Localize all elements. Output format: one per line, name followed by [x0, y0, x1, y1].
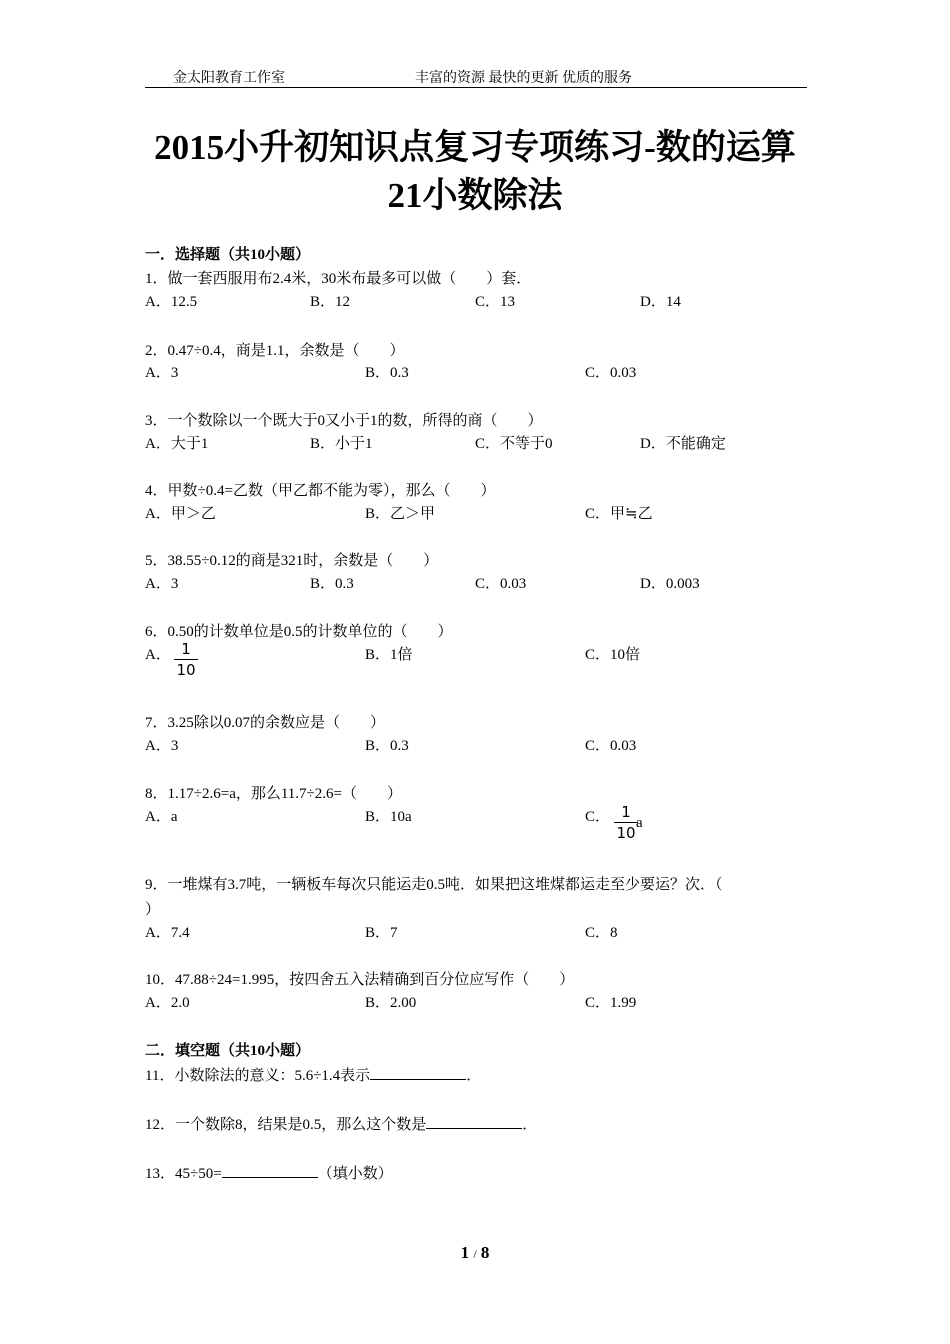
q8-option-c-suffix: a — [636, 815, 643, 831]
section-choice-heading: 一．选择题（共10小题） — [145, 247, 311, 263]
page-number — [0, 1243, 950, 1263]
question-2: 2．0.47÷0.4，商是1.1，余数是（ ） — [145, 343, 405, 359]
q4-option-b: B．乙＞甲 — [365, 506, 436, 522]
question-11 — [145, 1064, 481, 1085]
question-6: 6．0.50的计数单位是0.5的计数单位的（ ） — [145, 624, 453, 640]
q12-post: ． — [522, 1117, 538, 1133]
q3-option-b: B．小于1 — [310, 436, 373, 452]
q8-option-c: C． — [585, 809, 611, 825]
q8-option-a: A．a — [145, 809, 178, 825]
q2-option-a: A．3 — [145, 365, 179, 381]
question-13 — [145, 1162, 393, 1183]
q9-option-c: C．8 — [585, 925, 618, 941]
q3-option-a: A．大于1 — [145, 436, 209, 452]
q5-option-b: B．0.3 — [310, 576, 354, 592]
q9-option-a: A．7.4 — [145, 925, 190, 941]
q6-option-a: A． — [145, 647, 171, 663]
question-12 — [145, 1113, 537, 1134]
q4-option-a: A．甲＞乙 — [145, 506, 216, 522]
q6-option-c: C．10倍 — [585, 647, 641, 663]
q7-option-c: C．0.03 — [585, 738, 637, 754]
page-total: 8 — [480, 1243, 490, 1262]
q2-option-b: B．0.3 — [365, 365, 409, 381]
q1-option-b: B．12 — [310, 294, 351, 310]
q7-option-b: B．0.3 — [365, 738, 409, 754]
q11-post: ． — [466, 1068, 482, 1084]
q6-fraction-numerator: 1 — [181, 640, 191, 658]
question-10: 10．47.88÷24=1.995，按四舍五入法精确到百分位应写作（ ） — [145, 972, 575, 988]
q11-text: 11．小数除法的意义：5.6÷1.4表示 — [145, 1068, 371, 1084]
q5-option-c: C．0.03 — [475, 576, 527, 592]
q7-option-a: A．3 — [145, 738, 179, 754]
q13-text: 13．45÷50= — [145, 1166, 222, 1182]
q8-fraction-numerator: 1 — [621, 803, 631, 821]
q6-fraction-denominator: 10 — [176, 661, 196, 679]
header-left: 金太阳教育工作室 — [173, 71, 285, 86]
q12-text: 12．一个数除8，结果是0.5，那么这个数是 — [145, 1117, 427, 1133]
q8-option-b: B．10a — [365, 809, 412, 825]
question-8: 8．1.17÷2.6=a，那么11.7÷2.6=（ ） — [145, 786, 402, 802]
q10-option-a: A．2.0 — [145, 995, 190, 1011]
q13-answer-blank[interactable] — [222, 1163, 318, 1178]
question-1: 1．做一套西服用布2.4米，30米布最多可以做（ ）套． — [145, 271, 532, 287]
q12-answer-blank[interactable] — [426, 1114, 522, 1129]
q10-option-c: C．1.99 — [585, 995, 637, 1011]
q5-option-a: A．3 — [145, 576, 179, 592]
section-fill-heading: 二．填空题（共10小题） — [145, 1043, 311, 1059]
question-4: 4．甲数÷0.4=乙数（甲乙都不能为零），那么（ ） — [145, 483, 496, 499]
fraction-bar — [614, 822, 638, 823]
q10-option-b: B．2.00 — [365, 995, 417, 1011]
q6-fraction — [174, 640, 198, 679]
q5-option-d: D．0.003 — [640, 576, 700, 592]
q8-fraction-denominator: 10 — [616, 824, 636, 842]
page-current: 1 — [460, 1243, 470, 1262]
title-line1: 2015小升初知识点复习专项练习-数的运算 — [154, 128, 796, 167]
q4-option-c: C．甲≒乙 — [585, 506, 653, 522]
q2-option-c: C．0.03 — [585, 365, 637, 381]
q8-fraction — [614, 803, 638, 842]
header-right: 丰富的资源 最快的更新 优质的服务 — [415, 71, 632, 86]
question-3: 3．一个数除以一个既大于0又小于1的数，所得的商（ ） — [145, 413, 543, 429]
q11-answer-blank[interactable] — [370, 1065, 466, 1080]
q1-option-a: A．12.5 — [145, 294, 198, 310]
page-separator: / — [473, 1247, 477, 1261]
q6-option-b: B．1倍 — [365, 647, 413, 663]
fraction-bar — [174, 659, 198, 660]
q3-option-d: D．不能确定 — [640, 436, 726, 452]
question-9-cont: ） — [145, 902, 161, 918]
q9-option-b: B．7 — [365, 925, 398, 941]
question-5: 5．38.55÷0.12的商是321时，余数是（ ） — [145, 553, 439, 569]
question-9: 9．一堆煤有3.7吨，一辆板车每次只能运走0.5吨．如果把这堆煤都运走至少要运？次．（ — [145, 877, 723, 893]
q1-option-d: D．14 — [640, 294, 681, 310]
q13-post: （填小数） — [317, 1166, 393, 1182]
q3-option-c: C．不等于0 — [475, 436, 553, 452]
title-line2: 21小数除法 — [387, 176, 563, 215]
page-header — [145, 66, 807, 88]
q1-option-c: C．13 — [475, 294, 516, 310]
question-7: 7．3.25除以0.07的余数应是（ ） — [145, 715, 386, 731]
